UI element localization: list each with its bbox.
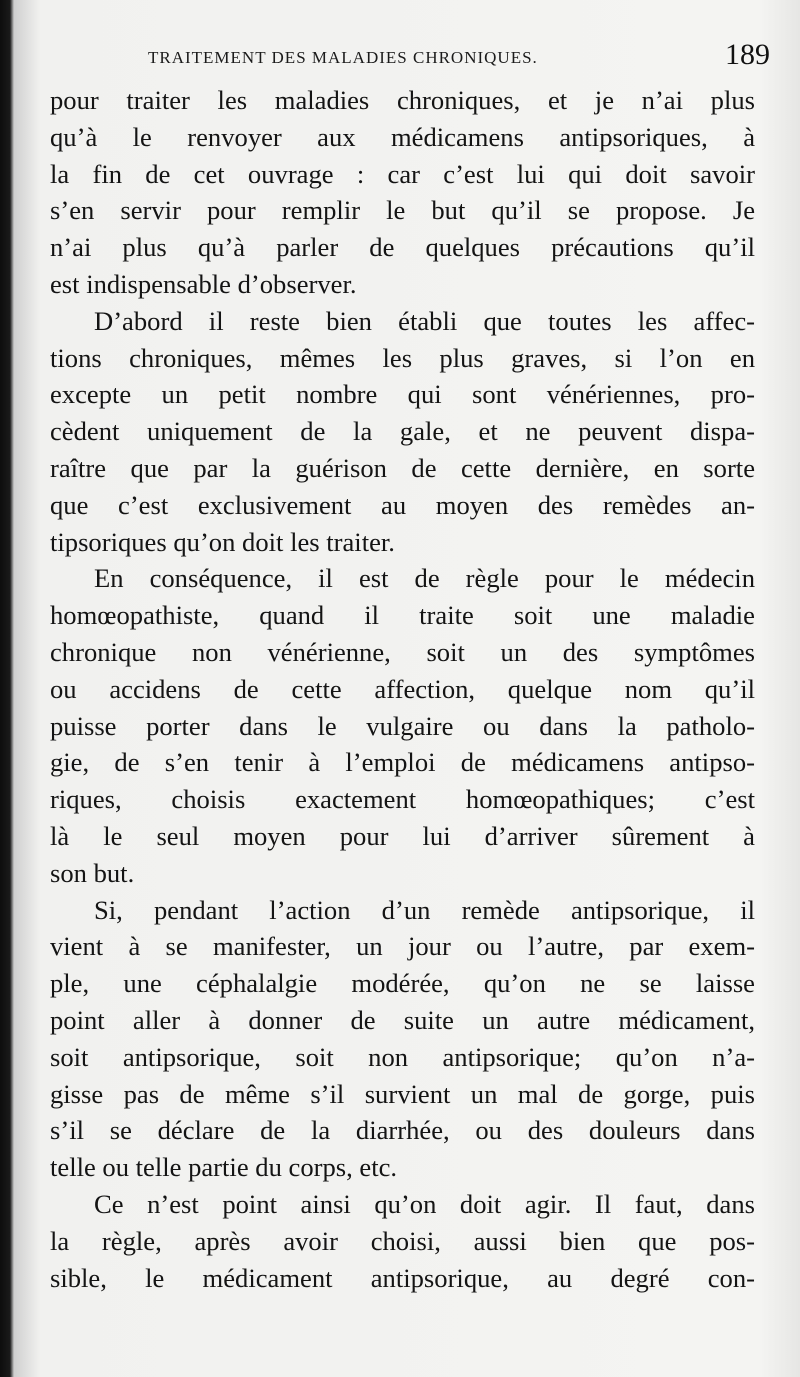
text-line: ou accidens de cette affection, quelque nom qu’il [50, 673, 755, 704]
text-line: Si, pendant l’action d’un remède antipsorique, il [94, 894, 755, 925]
page-body [50, 82, 755, 1296]
paragraph [50, 303, 755, 561]
paragraph [50, 892, 755, 1186]
text-line: soit antipsorique, soit non antipsorique; qu’on n’a- [50, 1041, 755, 1072]
text-line: D’abord il reste bien établi que toutes les affec- [94, 305, 755, 336]
text-line: gie, de s’en tenir à l’emploi de médicamens antipso- [50, 747, 755, 778]
text-line: riques, choisis exactement homœopathiques; c’est [50, 784, 755, 815]
text-line: point aller à donner de suite un autre médicament, [50, 1004, 755, 1035]
text-line: sible, le médicament antipsorique, au degré con- [50, 1262, 755, 1293]
text-line: là le seul moyen pour lui d’arriver sûrement à [50, 820, 755, 851]
text-line: la règle, après avoir choisi, aussi bien que pos- [50, 1225, 755, 1256]
text-line: gisse pas de même s’il survient un mal de gorge, puis [50, 1078, 755, 1109]
text-line: homœopathiste, quand il traite soit une maladie [50, 600, 755, 631]
text-line: cèdent uniquement de la gale, et ne peuvent dispa- [50, 416, 755, 447]
text-line: Ce n’est point ainsi qu’on doit agir. Il faut, dans [94, 1188, 755, 1219]
text-line: s’il se déclare de la diarrhée, ou des douleurs dans [50, 1115, 755, 1146]
text-line: ple, une céphalalgie modérée, qu’on ne se laisse [50, 968, 755, 999]
paragraph [50, 82, 755, 303]
running-title: TRAITEMENT DES MALADIES CHRONIQUES. [148, 48, 538, 67]
text-line: est indispensable d’observer. [50, 268, 357, 299]
text-line: En conséquence, il est de règle pour le médecin [94, 563, 755, 594]
paragraph [50, 1186, 755, 1296]
text-line: chronique non vénérienne, soit un des symptômes [50, 636, 755, 667]
text-line: tipsoriques qu’on doit les traiter. [50, 526, 395, 557]
text-line: la fin de cet ouvrage : car c’est lui qui doit savoir [50, 158, 755, 189]
text-line: n’ai plus qu’à parler de quelques précautions qu’il [50, 232, 755, 263]
page-header [148, 38, 780, 82]
text-line: qu’à le renvoyer aux médicamens antipsoriques, à [50, 121, 755, 152]
text-line: raître que par la guérison de cette dernière, en sorte [50, 452, 755, 483]
text-line: tions chroniques, mêmes les plus graves, si l’on en [50, 342, 755, 373]
text-line: telle ou telle partie du corps, etc. [50, 1152, 398, 1183]
page-number: 189 [725, 38, 770, 71]
text-line: s’en servir pour remplir le but qu’il se propose. Je [50, 195, 755, 226]
text-line: vient à se manifester, un jour ou l’autre, par exem- [50, 931, 755, 962]
text-line: que c’est exclusivement au moyen des remèdes an- [50, 489, 755, 520]
text-line: excepte un petit nombre qui sont vénériennes, pro- [50, 379, 755, 410]
paragraph [50, 560, 755, 891]
text-line: puisse porter dans le vulgaire ou dans la patholo- [50, 710, 755, 741]
text-line: son but. [50, 857, 135, 888]
text-line: pour traiter les maladies chroniques, et je n’ai plus [50, 85, 755, 115]
